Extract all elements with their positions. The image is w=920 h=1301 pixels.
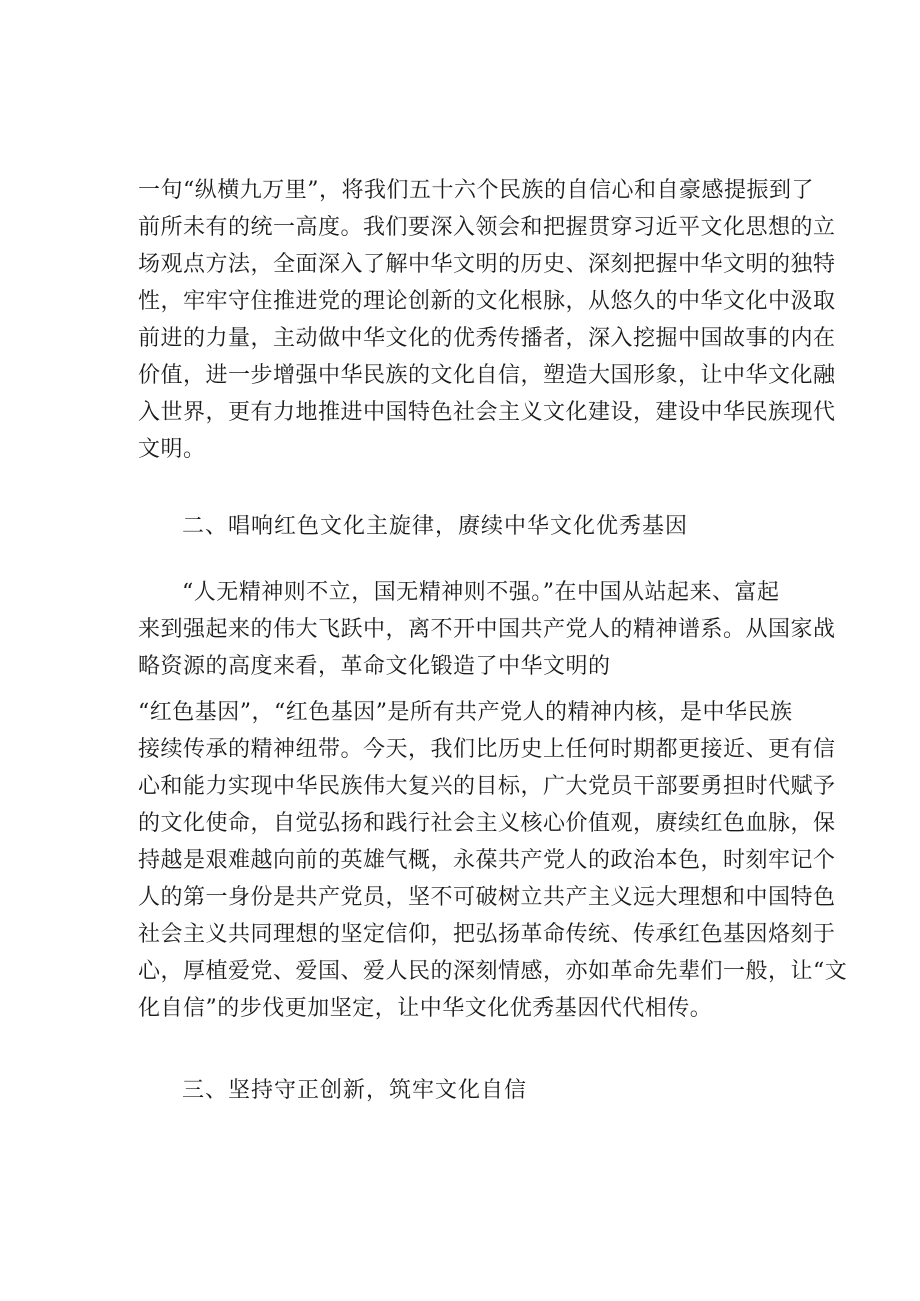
paragraph-2-line-9: 人的第一身份是共产党员，坚不可破树立共产主义远大理想和中国特色 <box>138 885 836 910</box>
paragraph-1-line-7: 入世界，更有力地推进中国特色社会主义文化建设，建设中华民族现代 <box>138 400 836 425</box>
paragraph-1-line-4: 性，牢牢守住推进党的理论创新的文化根脉，从悠久的中华文化中汲取 <box>138 289 836 314</box>
section-heading-3: 三、坚持守正创新，筑牢文化自信 <box>182 1078 528 1103</box>
paragraph-2-line-11: 心，厚植爱党、爱国、爱人民的深刻情感，亦如革命先辈们一般，让“文 <box>138 959 848 984</box>
paragraph-2-line-10: 社会主义共同理想的坚定信仰，把弘扬革命传统、传承红色基因烙刻于 <box>138 922 836 947</box>
paragraph-2-line-7: 的文化使命，自觉弘扬和践行社会主义核心价值观，赓续红色血脉，保 <box>138 811 836 836</box>
paragraph-2-line-1: “人无精神则不立，国无精神则不强。”在中国从站起来、富起 <box>182 580 780 605</box>
paragraph-2-line-12: 化自信”的步伐更加坚定，让中华文化优秀基因代代相传。 <box>138 996 713 1021</box>
paragraph-2-line-3: 略资源的高度来看，革命文化锻造了中华文明的 <box>138 654 611 679</box>
paragraph-2-line-4: “红色基因”，“红色基因”是所有共产党人的精神内核，是中华民族 <box>138 700 793 725</box>
paragraph-2-line-6: 心和能力实现中华民族伟大复兴的目标，广大党员干部要勇担时代赋予 <box>138 774 836 799</box>
paragraph-1-line-1: 一句“纵横九万里”，将我们五十六个民族的自信心和自豪感提振到了 <box>138 178 814 203</box>
paragraph-1-line-8: 文明。 <box>138 437 206 462</box>
paragraph-1-line-6: 价值，进一步增强中华民族的文化自信，塑造大国形象，让中华文化融 <box>138 363 836 388</box>
paragraph-1-line-5: 前进的力量，主动做中华文化的优秀传播者，深入挖掘中国故事的内在 <box>138 326 836 351</box>
section-heading-2: 二、唱响红色文化主旋律，赓续中华文化优秀基因 <box>182 514 689 539</box>
paragraph-2-line-2: 来到强起来的伟大飞跃中，离不开中国共产党人的精神谱系。从国家战 <box>138 617 836 642</box>
paragraph-1-line-3: 场观点方法，全面深入了解中华文明的历史、深刻把握中华文明的独特 <box>138 252 836 277</box>
paragraph-1-line-2: 前所未有的统一高度。我们要深入领会和把握贯穿习近平文化思想的立 <box>138 215 836 240</box>
paragraph-2-line-5: 接续传承的精神纽带。今天，我们比历史上任何时期都更接近、更有信 <box>138 737 836 762</box>
paragraph-2-line-8: 持越是艰难越向前的英雄气概，永葆共产党人的政治本色，时刻牢记个 <box>138 848 836 873</box>
